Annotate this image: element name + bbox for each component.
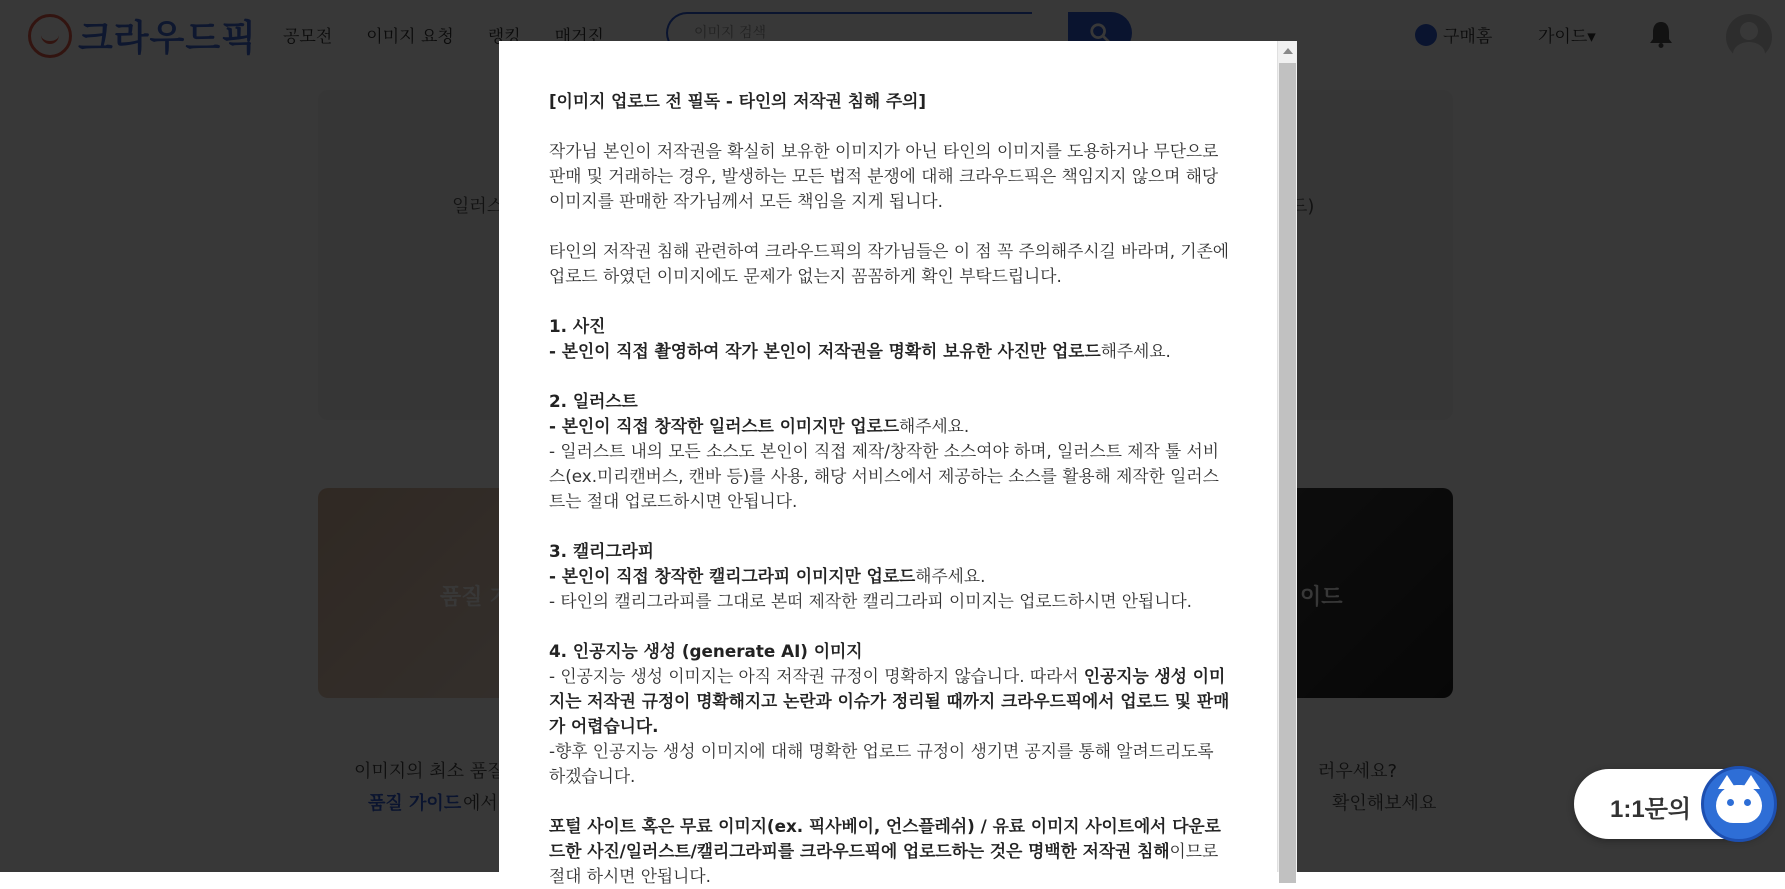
section-title-ai: 4. 인공지능 생성 (generate AI) 이미지 — [549, 641, 863, 661]
scroll-thumb[interactable] — [1279, 63, 1296, 883]
modal-scrollbar[interactable] — [1277, 41, 1297, 872]
section-note: - 일러스트 내의 모든 소스도 본인이 직접 제작/창작한 소스여야 하며, 일러스트 제작 툴 서비스(ex.미리캔버스, 캔바 등)를 사용, 해당 서비스에서 제공하는 소스를 활용해 제작한 일러스트는 절대 업로드하시면 안됩니다. — [549, 441, 1219, 511]
section-rule: - 본인이 직접 촬영하여 작가 본인이 저작권을 명확히 보유한 사진만 업로드 — [549, 341, 1101, 361]
cat-eye — [1727, 799, 1734, 806]
chat-cat-icon[interactable] — [1701, 766, 1777, 842]
section-rule-tail: 해주세요. — [899, 416, 970, 436]
modal-paragraph: 작가님 본인이 저작권을 확실히 보유한 이미지가 아닌 타인의 이미지를 도용하거나 무단으로 판매 및 거래하는 경우, 발생하는 모든 법적 분쟁에 대해 크라우드픽은 책임지지 않으며 해당 이미지를 판매한 작가님께서 모든 책임을 지게 됩니다. — [549, 141, 1219, 211]
section-rule-tail: 해주세요. — [1100, 341, 1171, 361]
section-note: - 타인의 캘리그라피를 그대로 본떠 제작한 캘리그라피 이미지는 업로드하시면 안됩니다. — [549, 591, 1192, 611]
copyright-notice-modal — [499, 41, 1297, 886]
section-rule: - 본인이 직접 창작한 일러스트 이미지만 업로드 — [549, 416, 900, 436]
section-note: -향후 인공지능 생성 이미지에 대해 명확한 업로드 규정이 생기면 공지를 통해 알려드리도록 하겠습니다. — [549, 741, 1214, 786]
section-rule-tail: 해주세요. — [915, 566, 986, 586]
cat-eye — [1744, 799, 1751, 806]
modal-title: [이미지 업로드 전 필독 - 타인의 저작권 침해 주의] — [549, 91, 927, 111]
cat-face-icon — [1716, 785, 1762, 823]
modal-content — [549, 89, 1234, 889]
modal-paragraph: 타인의 저작권 침해 관련하여 크라우드픽의 작가님들은 이 점 꼭 주의해주시길 바라며, 기존에 업로드 하였던 이미지에도 문제가 없는지 꼼꼼하게 확인 부탁드립니다. — [549, 241, 1230, 286]
chat-label: 1:1문의 — [1610, 796, 1692, 823]
scroll-up-icon[interactable] — [1278, 41, 1297, 61]
section-title-calligraphy: 3. 캘리그라피 — [549, 541, 654, 561]
section-rule: - 본인이 직접 창작한 캘리그라피 이미지만 업로드 — [549, 566, 916, 586]
section-rule: 인공지능 생성 이미지는 저작권 규정이 명확해지고 논란과 이슈가 정리될 때까지 크라우드픽에서 업로드 및 판매가 어렵습니다. — [549, 666, 1230, 736]
section-note: - 인공지능 생성 이미지는 아직 저작권 규정이 명확하지 않습니다. 따라서 — [549, 666, 1084, 686]
section-title-photo: 1. 사진 — [549, 316, 606, 336]
final-warning: 포털 사이트 혹은 무료 이미지(ex. 픽사베이, 언스플레쉬) / 유료 이미지 사이트에서 다운로드한 사진/일러스트/캘리그라피를 크라우드픽에 업로드하는 것은 명백한 저작권 침해 — [549, 816, 1221, 861]
final-warning-tail: 이므로 절대 하시면 안됩니다. — [549, 841, 1219, 886]
section-title-illustration: 2. 일러스트 — [549, 391, 638, 411]
